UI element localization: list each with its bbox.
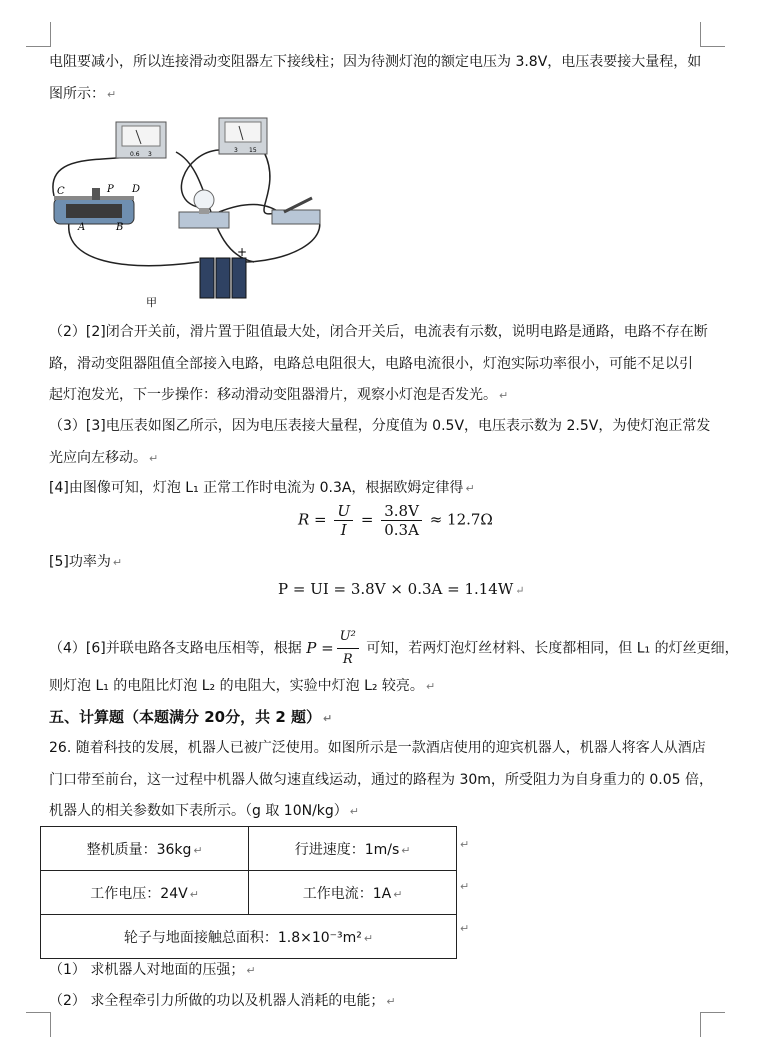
svg-text:P: P [107,184,114,195]
row-end-mark: ↵ [460,838,470,851]
section-heading: 五、计算题（本题满分 20分，共 2 题） ↵ [49,708,333,726]
svg-text:A: A [78,222,86,233]
row-end-mark: ↵ [460,922,470,935]
robot-params-table [40,826,457,959]
table-cell: 轮子与地面接触总面积：1.8×10⁻³m² ↵ [41,915,457,959]
sub-question: （1） 求机器人对地面的压强； ↵ [49,962,256,978]
answer-text: （3）[3]电压表如图乙所示，因为电压表接大量程，分度值为 0.5V，电压表示数为 2.5V，为使灯泡正常发 [49,418,711,434]
circuit-figure [44,112,344,312]
svg-text:3: 3 [234,147,238,154]
svg-text:D: D [132,184,141,195]
answer-text: 电阻要减小，所以连接滑动变阻器左下接线柱；因为待测灯泡的额定电压为 3.8V，电压表要接大量程，如 [49,54,702,70]
page-corner-mark [26,22,51,47]
answer-text: 图所示： ↵ [49,86,117,102]
answer-text: [4]由图像可知，灯泡 L₁ 正常工作时电流为 0.3A，根据欧姆定律得 ↵ [49,480,475,496]
page-corner-mark [26,1012,51,1037]
answer-text: 光应向左移动。 ↵ [49,450,159,466]
answer-text: 则灯泡 L₁ 的电阻比灯泡 L₂ 的电阻大，实验中灯泡 L₂ 较亮。 ↵ [49,678,436,694]
table-cell: 工作电压：24V ↵ [41,871,249,915]
wire [219,205,279,213]
wire [264,152,279,214]
svg-text:C: C [57,186,65,197]
page-corner-mark [700,22,725,47]
svg-text:0.6: 0.6 [130,151,140,158]
page-corner-mark [700,1012,725,1037]
answer-text: 起灯泡发光，下一步操作：移动滑动变阻器滑片，观察小灯泡是否发光。 ↵ [49,387,509,403]
answer-text: [5]功率为 ↵ [49,554,123,570]
figure-caption: 甲 [146,296,157,309]
row-end-mark: ↵ [460,880,470,893]
table-cell: 整机质量：36kg ↵ [41,827,249,871]
switch-icon [272,198,320,224]
power-equation: P = UI = 3.8V × 0.3A = 1.14W ↵ [278,580,525,598]
ohm-law-equation: R = $\frac{U}{I}$ = $\frac{3.8V}{0.3A}$ ≈ 12.7Ω [298,502,493,539]
svg-text:+: + [237,245,248,259]
rheostat [54,184,140,233]
question-text: 门口带至前台，这一过程中机器人做匀速直线运动，通过的路程为 30m，所受阻力为自身重力的 0.05 倍， [49,772,713,788]
answer-text: 路，滑动变阻器阻值全部接入电路，电路总电阻很大，电路电流很小，灯泡实际功率很小，可能不足以引 [49,356,693,372]
svg-text:15: 15 [249,147,257,154]
question-text: 26. 随着科技的发展，机器人已被广泛使用。如图所示是一款酒店使用的迎宾机器人，机器人将客人从酒店 [49,740,706,756]
battery-icon [200,245,247,298]
voltmeter [219,118,267,154]
ammeter [116,122,166,158]
svg-text:B: B [116,222,124,233]
answer-text: （2）[2]闭合开关前，滑片置于阻值最大处，闭合开关后，电流表有示数，说明电路是通路，电路不存在断 [49,324,708,340]
table-cell: 工作电流：1A ↵ [249,871,457,915]
table-cell: 行进速度：1m/s ↵ [249,827,457,871]
answer-text: （4）[6]并联电路各支路电压相等，根据 P = $\frac{\text{U²}}{R}$ 可知，若两灯泡灯丝材料、长度都相同，但 L₁ 的灯丝更细， [49,626,711,671]
wire [69,222,199,266]
question-text: 机器人的相关参数如下表所示。（g 取 10N/kg） ↵ [49,803,360,819]
sub-question: （2） 求全程牵引力所做的功以及机器人消耗的电能； ↵ [49,993,396,1009]
bulb-icon [179,190,229,228]
svg-text:3: 3 [148,151,152,158]
